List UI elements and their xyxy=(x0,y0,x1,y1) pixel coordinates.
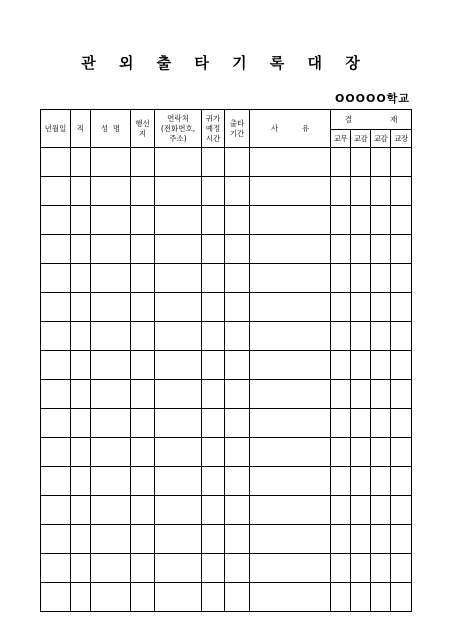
header-return-time: 귀가 예정 시간 xyxy=(202,110,225,148)
cell-destination[interactable] xyxy=(131,583,155,612)
cell-reason[interactable] xyxy=(250,206,331,235)
cell-duration[interactable] xyxy=(225,525,250,554)
table-row xyxy=(41,177,412,206)
cell-destination[interactable] xyxy=(131,496,155,525)
cell-return-time[interactable] xyxy=(202,496,225,525)
cell-approval-academic[interactable] xyxy=(331,206,351,235)
cell-reason[interactable] xyxy=(250,380,331,409)
cell-reason[interactable] xyxy=(250,351,331,380)
cell-approval-academic[interactable] xyxy=(331,438,351,467)
cell-destination[interactable] xyxy=(131,206,155,235)
cell-approval-principal[interactable] xyxy=(391,148,412,177)
cell-approval-vice-principal[interactable] xyxy=(351,148,371,177)
cell-date[interactable] xyxy=(41,409,71,438)
cell-rank[interactable] xyxy=(71,496,91,525)
cell-contact[interactable] xyxy=(155,235,202,264)
cell-approval-vice-principal[interactable] xyxy=(351,235,371,264)
cell-approval-vice-principal[interactable] xyxy=(351,264,371,293)
cell-approval-academic[interactable] xyxy=(331,322,351,351)
header-approver-vice-principal-2: 교감 xyxy=(371,130,391,148)
cell-reason[interactable] xyxy=(250,235,331,264)
header-duration: 출타 기간 xyxy=(225,110,250,148)
cell-duration[interactable] xyxy=(225,264,250,293)
cell-approval-academic[interactable] xyxy=(331,409,351,438)
cell-approval-principal[interactable] xyxy=(391,322,412,351)
cell-destination[interactable] xyxy=(131,438,155,467)
cell-approval-principal[interactable] xyxy=(391,351,412,380)
cell-approval-vice-principal-2[interactable] xyxy=(371,322,391,351)
cell-contact[interactable] xyxy=(155,409,202,438)
header-rank: 직 xyxy=(71,110,91,148)
cell-destination[interactable] xyxy=(131,264,155,293)
cell-approval-vice-principal[interactable] xyxy=(351,554,371,583)
cell-name[interactable] xyxy=(91,206,131,235)
cell-date[interactable] xyxy=(41,496,71,525)
cell-reason[interactable] xyxy=(250,177,331,206)
table-row xyxy=(41,438,412,467)
cell-destination[interactable] xyxy=(131,380,155,409)
cell-date[interactable] xyxy=(41,438,71,467)
cell-destination[interactable] xyxy=(131,293,155,322)
cell-return-time[interactable] xyxy=(202,438,225,467)
cell-duration[interactable] xyxy=(225,554,250,583)
header-approver-principal: 교장 xyxy=(391,130,412,148)
cell-approval-principal[interactable] xyxy=(391,409,412,438)
cell-duration[interactable] xyxy=(225,148,250,177)
cell-name[interactable] xyxy=(91,525,131,554)
cell-approval-principal[interactable] xyxy=(391,293,412,322)
cell-date[interactable] xyxy=(41,380,71,409)
cell-approval-academic[interactable] xyxy=(331,583,351,612)
cell-approval-academic[interactable] xyxy=(331,148,351,177)
cell-reason[interactable] xyxy=(250,293,331,322)
cell-approval-principal[interactable] xyxy=(391,438,412,467)
cell-contact[interactable] xyxy=(155,177,202,206)
cell-date[interactable] xyxy=(41,264,71,293)
table-row xyxy=(41,148,412,177)
cell-duration[interactable] xyxy=(225,438,250,467)
cell-approval-principal[interactable] xyxy=(391,554,412,583)
cell-rank[interactable] xyxy=(71,322,91,351)
cell-approval-vice-principal-2[interactable] xyxy=(371,525,391,554)
cell-approval-vice-principal[interactable] xyxy=(351,525,371,554)
cell-reason[interactable] xyxy=(250,583,331,612)
cell-rank[interactable] xyxy=(71,554,91,583)
cell-destination[interactable] xyxy=(131,351,155,380)
header-reason: 사 유 xyxy=(250,110,331,148)
cell-rank[interactable] xyxy=(71,467,91,496)
cell-approval-academic[interactable] xyxy=(331,554,351,583)
table-row xyxy=(41,380,412,409)
cell-approval-academic[interactable] xyxy=(331,467,351,496)
cell-reason[interactable] xyxy=(250,467,331,496)
cell-contact[interactable] xyxy=(155,148,202,177)
cell-approval-vice-principal-2[interactable] xyxy=(371,583,391,612)
cell-contact[interactable] xyxy=(155,525,202,554)
cell-name[interactable] xyxy=(91,380,131,409)
table-row xyxy=(41,351,412,380)
table-row xyxy=(41,554,412,583)
cell-reason[interactable] xyxy=(250,554,331,583)
cell-approval-academic[interactable] xyxy=(331,496,351,525)
cell-approval-academic[interactable] xyxy=(331,351,351,380)
cell-date[interactable] xyxy=(41,177,71,206)
cell-reason[interactable] xyxy=(250,525,331,554)
cell-approval-vice-principal-2[interactable] xyxy=(371,496,391,525)
cell-name[interactable] xyxy=(91,177,131,206)
cell-return-time[interactable] xyxy=(202,264,225,293)
header-date: 년월일 xyxy=(41,110,71,148)
cell-rank[interactable] xyxy=(71,525,91,554)
cell-rank[interactable] xyxy=(71,409,91,438)
cell-date[interactable] xyxy=(41,351,71,380)
table-body xyxy=(41,148,412,612)
cell-destination[interactable] xyxy=(131,554,155,583)
cell-rank[interactable] xyxy=(71,235,91,264)
table-row xyxy=(41,206,412,235)
cell-approval-academic[interactable] xyxy=(331,264,351,293)
cell-return-time[interactable] xyxy=(202,351,225,380)
cell-name[interactable] xyxy=(91,322,131,351)
cell-reason[interactable] xyxy=(250,438,331,467)
cell-name[interactable] xyxy=(91,351,131,380)
cell-reason[interactable] xyxy=(250,409,331,438)
cell-approval-principal[interactable] xyxy=(391,380,412,409)
cell-approval-vice-principal[interactable] xyxy=(351,496,371,525)
cell-name[interactable] xyxy=(91,467,131,496)
cell-approval-vice-principal[interactable] xyxy=(351,583,371,612)
cell-contact[interactable] xyxy=(155,351,202,380)
cell-contact[interactable] xyxy=(155,293,202,322)
table-row xyxy=(41,293,412,322)
cell-return-time[interactable] xyxy=(202,322,225,351)
cell-name[interactable] xyxy=(91,148,131,177)
cell-approval-academic[interactable] xyxy=(331,293,351,322)
cell-rank[interactable] xyxy=(71,148,91,177)
cell-approval-principal[interactable] xyxy=(391,496,412,525)
header-contact: 연락처 (전화번호, 주소) xyxy=(155,110,202,148)
cell-approval-vice-principal-2[interactable] xyxy=(371,148,391,177)
cell-rank[interactable] xyxy=(71,583,91,612)
cell-approval-vice-principal-2[interactable] xyxy=(371,351,391,380)
header-name: 성 명 xyxy=(91,110,131,148)
cell-reason[interactable] xyxy=(250,496,331,525)
cell-approval-principal[interactable] xyxy=(391,525,412,554)
cell-approval-principal[interactable] xyxy=(391,177,412,206)
table-row xyxy=(41,467,412,496)
cell-date[interactable] xyxy=(41,525,71,554)
cell-return-time[interactable] xyxy=(202,467,225,496)
cell-approval-vice-principal[interactable] xyxy=(351,322,371,351)
cell-duration[interactable] xyxy=(225,496,250,525)
cell-approval-vice-principal[interactable] xyxy=(351,177,371,206)
cell-rank[interactable] xyxy=(71,177,91,206)
cell-date[interactable] xyxy=(41,467,71,496)
cell-reason[interactable] xyxy=(250,148,331,177)
cell-approval-principal[interactable] xyxy=(391,583,412,612)
cell-approval-vice-principal[interactable] xyxy=(351,409,371,438)
cell-duration[interactable] xyxy=(225,409,250,438)
cell-approval-vice-principal[interactable] xyxy=(351,351,371,380)
cell-name[interactable] xyxy=(91,235,131,264)
cell-approval-vice-principal[interactable] xyxy=(351,206,371,235)
cell-approval-principal[interactable] xyxy=(391,467,412,496)
cell-duration[interactable] xyxy=(225,235,250,264)
cell-contact[interactable] xyxy=(155,467,202,496)
cell-contact[interactable] xyxy=(155,438,202,467)
cell-duration[interactable] xyxy=(225,206,250,235)
cell-return-time[interactable] xyxy=(202,380,225,409)
cell-approval-vice-principal[interactable] xyxy=(351,293,371,322)
school-name: OOOOO학교 xyxy=(334,92,410,105)
cell-return-time[interactable] xyxy=(202,554,225,583)
cell-name[interactable] xyxy=(91,554,131,583)
cell-return-time[interactable] xyxy=(202,583,225,612)
cell-approval-vice-principal-2[interactable] xyxy=(371,380,391,409)
table-row xyxy=(41,496,412,525)
cell-rank[interactable] xyxy=(71,293,91,322)
header-approval: 결 재 xyxy=(331,110,412,130)
cell-duration[interactable] xyxy=(225,351,250,380)
cell-approval-vice-principal-2[interactable] xyxy=(371,235,391,264)
cell-duration[interactable] xyxy=(225,467,250,496)
cell-return-time[interactable] xyxy=(202,525,225,554)
cell-name[interactable] xyxy=(91,293,131,322)
cell-name[interactable] xyxy=(91,438,131,467)
cell-approval-vice-principal-2[interactable] xyxy=(371,467,391,496)
cell-approval-vice-principal-2[interactable] xyxy=(371,206,391,235)
cell-return-time[interactable] xyxy=(202,206,225,235)
cell-approval-principal[interactable] xyxy=(391,206,412,235)
cell-date[interactable] xyxy=(41,322,71,351)
cell-destination[interactable] xyxy=(131,177,155,206)
cell-rank[interactable] xyxy=(71,264,91,293)
cell-approval-academic[interactable] xyxy=(331,525,351,554)
cell-rank[interactable] xyxy=(71,380,91,409)
table-row xyxy=(41,235,412,264)
cell-contact[interactable] xyxy=(155,206,202,235)
cell-approval-academic[interactable] xyxy=(331,235,351,264)
cell-approval-academic[interactable] xyxy=(331,177,351,206)
table-header xyxy=(41,110,412,148)
cell-date[interactable] xyxy=(41,583,71,612)
cell-approval-vice-principal-2[interactable] xyxy=(371,438,391,467)
cell-return-time[interactable] xyxy=(202,409,225,438)
table-row xyxy=(41,583,412,612)
table-row xyxy=(41,322,412,351)
cell-reason[interactable] xyxy=(250,322,331,351)
cell-contact[interactable] xyxy=(155,496,202,525)
header-approver-vice-principal: 교감 xyxy=(351,130,371,148)
cell-destination[interactable] xyxy=(131,235,155,264)
cell-duration[interactable] xyxy=(225,293,250,322)
cell-name[interactable] xyxy=(91,264,131,293)
cell-approval-vice-principal-2[interactable] xyxy=(371,264,391,293)
cell-duration[interactable] xyxy=(225,177,250,206)
cell-contact[interactable] xyxy=(155,322,202,351)
cell-destination[interactable] xyxy=(131,409,155,438)
cell-destination[interactable] xyxy=(131,322,155,351)
cell-destination[interactable] xyxy=(131,525,155,554)
cell-name[interactable] xyxy=(91,496,131,525)
cell-return-time[interactable] xyxy=(202,177,225,206)
page-title: 관 외 출 타 기 록 대 장 xyxy=(81,54,369,72)
cell-contact[interactable] xyxy=(155,583,202,612)
cell-approval-principal[interactable] xyxy=(391,264,412,293)
ledger-table xyxy=(40,109,412,612)
cell-approval-vice-principal[interactable] xyxy=(351,380,371,409)
cell-rank[interactable] xyxy=(71,351,91,380)
cell-return-time[interactable] xyxy=(202,293,225,322)
cell-date[interactable] xyxy=(41,148,71,177)
header-destination: 행선 지 xyxy=(131,110,155,148)
cell-date[interactable] xyxy=(41,235,71,264)
cell-destination[interactable] xyxy=(131,148,155,177)
cell-approval-vice-principal-2[interactable] xyxy=(371,177,391,206)
cell-date[interactable] xyxy=(41,206,71,235)
cell-approval-vice-principal[interactable] xyxy=(351,467,371,496)
cell-reason[interactable] xyxy=(250,264,331,293)
cell-approval-vice-principal[interactable] xyxy=(351,438,371,467)
table-row xyxy=(41,264,412,293)
cell-name[interactable] xyxy=(91,409,131,438)
cell-duration[interactable] xyxy=(225,380,250,409)
cell-rank[interactable] xyxy=(71,206,91,235)
cell-return-time[interactable] xyxy=(202,148,225,177)
cell-destination[interactable] xyxy=(131,467,155,496)
cell-contact[interactable] xyxy=(155,380,202,409)
cell-name[interactable] xyxy=(91,583,131,612)
cell-date[interactable] xyxy=(41,293,71,322)
cell-contact[interactable] xyxy=(155,264,202,293)
header-approver-academic: 교무 xyxy=(331,130,351,148)
cell-return-time[interactable] xyxy=(202,235,225,264)
cell-approval-vice-principal-2[interactable] xyxy=(371,554,391,583)
cell-contact[interactable] xyxy=(155,554,202,583)
table-row xyxy=(41,409,412,438)
cell-date[interactable] xyxy=(41,554,71,583)
table-row xyxy=(41,525,412,554)
cell-approval-academic[interactable] xyxy=(331,380,351,409)
cell-duration[interactable] xyxy=(225,583,250,612)
cell-duration[interactable] xyxy=(225,322,250,351)
cell-approval-principal[interactable] xyxy=(391,235,412,264)
cell-rank[interactable] xyxy=(71,438,91,467)
cell-approval-vice-principal-2[interactable] xyxy=(371,293,391,322)
cell-approval-vice-principal-2[interactable] xyxy=(371,409,391,438)
